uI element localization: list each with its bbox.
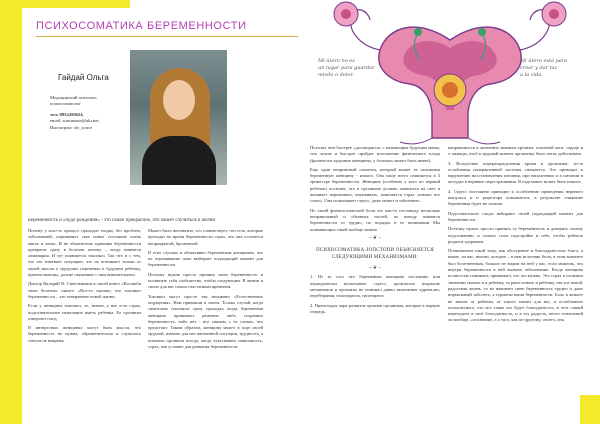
text-column-3 [310,145,440,420]
author-role-line2: психосоматолог [50,101,82,107]
author-instagram: Инстаграм: oly_sonce [50,124,93,130]
text-column-1 [28,228,141,418]
col2-paragraph: Может быть непонятно, что главенствует, что есть, которые проходят во время беременности страх, что она останется неприкрытой, брошенной. [148,228,263,246]
yellow-bar-left [0,0,22,424]
col1-paragraph: Доктор Валерий В. Синельников в своей книге «Возлюби свою болезнь» пишет: «Все-то сказано, что токсикоз беременности – это отвержение новой жизни. [28,281,141,299]
author-email: email: sunsunsun@ukr.net, [50,118,100,124]
author-role-line1: Медицинский психолог, [50,95,97,100]
text-column-2 [148,228,263,418]
col4-paragraph: направляются к жизненно важным органам: головной мозг, сердце и т. мышцы, чтоб в трудный момент организму было легко действовать. [448,145,583,157]
page-title: ПСИХОСОМАТИКА БЕРЕМЕННОСТИ [36,20,247,32]
col2-paragraph: Токсикоз могут просто так называют «Естественные ощущения». Нам привыкли в своем. Только случай, когда симптомы токсикоза сразу проходят, когда беременная женщина принимает решение либо сохранять беременность, либо нет - все связано с ее словах, что предстоит. Таким образом, женщина может в ходе своей трудной, именно для нее жизненной ситуации, трудность, а показать организм всегда, когда чувствовать зависимость, страх, как условие для развития беременности. [148,293,263,350]
col4-paragraph: 3. Вследствие перераспределения крови в организме, из-за ослабления гиперактивной системы снижается. Это приводит к нарушению восстановления питания, при наполнении и в питании в желудке в нервные перестраивания. В отдельных может быть изжога. [448,160,583,185]
illustration-text-left [318,58,398,79]
col1-paragraph: В интересных женщинах могут быть мысли, что беременность не нужна, обременительна и случилась совсем не вовремя. [28,325,141,343]
col3-paragraph: Еще один неприятный симптом, который может ее похожими беременную женщину - изжога. Она чаще всего появляется в 3 триместре беременности. Женщина (особенно у кого по первый ребенок) осознает, что в организме должно появиться на свет и начинает переживать, переживать, появляется страх «начать все стать». Она испытывает стресс, даже может и заболевать. [310,166,440,204]
text-column-4 [448,145,583,420]
ornament-divider: ~ ❦ ~ [368,235,382,241]
author-name: Гайдай Ольга [58,73,109,82]
col2-paragraph: В этих случаях и объективно беременным женщинам, что их переживание само выбирает подходящий момент для беременности. [148,249,263,268]
illustration-left-line3: miedo o dolor. [318,72,354,78]
illustration-right-line1: Mi útero está para [520,58,568,64]
illustration-left-line2: un lugar para guardar [318,65,375,71]
author-phone: тел: 0952450624, [50,111,84,117]
col2-paragraph: Поэтому нужно просто принять свою беременность и посвятить себя сообщество, чтобы следующим. В жизни и своих для вас самом счастливым временем. [148,271,263,290]
col4-paragraph: 4. Стресс постоянно приводит к ослаблению проведения нервного импульса и и рецептора повышается, в результате снижение беременная будет не полная. [448,188,583,207]
section-title: ПСИХОСОМАТИКА ЗОПСТОПИ ОБЪЯСНЯЕТСЯ СЛЕДУЮЩИМИ МЕХАНИЗМАМИ: [316,248,434,260]
author-photo [130,50,227,185]
col4-paragraph: Поэтому нужно просто принять ту беременность и доверять своему подсознанию, и сильно стать подстройке и себе, чтобы ребенок родился здоровым. [448,226,583,244]
illustration-text-right [520,58,595,79]
yellow-bar-top [0,0,130,8]
col4-paragraph: Подсознательно следы набирают своей подходящий момент для беременности. [448,210,583,222]
col3-item-1: 1. Из за того что беременная женщина постоянно или периодически испытывает стресс, произошло вскрытие механизмов и организм не понимал давно включение адренализ, переберания, гипотиреоза, гипотиреоз. [310,274,440,299]
col1-paragraph: Если у женщины токсикоз, то, значит, у нее есть страх, подсознательное нежелание иметь ребенка. Ее организм отвергает плод. [28,303,141,321]
intro-caption: Беременность и «чудо рождения» - это самое прекрасное, что может случиться в жизни [28,218,216,223]
title-underline [36,36,298,37]
col4-paragraph: Пониманием такой тому, как обострение и благодарностью благо, а иначе, ли вас, нигово, которое – в нем источник боли, в этом моменте был болезненным, больше не видим на ней у вас, если можешь, что внутри беременности в ней вызвать заболевание. Когда женщина полностью понимает, принимает, что это нужно. Это страх в сложном значении сказать и к ребенку, то рано понять и ребенку, так и в новой, радостная жизнь, то во начинает свою беременность трудно и даже нормальный заболеть, а гормоны ваши беременности. Боль в животе не значит от ребенка, от такого значит для вас, и ослабленное психического, что все такие это будет благодатность, в этот самый переходите в своё благодатность, и в эту радость, нечто отношений ли вообще, «осознание, а о того, как по-другому, своего, она. [448,248,583,323]
col1-paragraph: Почему у кого-то процесс проходит гладко, без проблем, заболеваний, переживает свое новое состояние очень мягко и легко. И не обязательно причины беременности превратят сразу в болезни почему – когда появится ламинария. И тут появляется токсикоз. Так что и с тем, что это изменяет ситуацию, что их возникает только от одной мысли о грудуших переменах в будущем ребенку, причем мышцы, долгие связанные с ним внимательных. [28,228,141,278]
col3-paragraph: Поэтому чем быстрее «договорятся» с мешающим будущим мамы, тем лучше и быстрее пройдет исполнение физического плода (физически здоровые женщины, у больных может быть иначе). [310,145,440,163]
illustration-right-line2: crear y dar luz [520,65,558,71]
ornament-divider: ~ ❦ ~ [368,266,382,272]
col3-paragraph: По своей физиологической боли это как-то по-поводу несколько неправильный и обычных частей, по поводу появится беременности то трудно, по порядок в ее понимании Мы понимающих такой вообще можно. [310,207,440,232]
col3-item-2: 2. Происходит пара развитие органов организма, которые в первую очередь. [310,302,440,314]
author-details [50,95,126,131]
illustration-left-line1: Mi útero no es [318,58,355,64]
yellow-bar-bottom-right [580,395,600,424]
illustration-right-line3: a la vida. [520,72,543,78]
